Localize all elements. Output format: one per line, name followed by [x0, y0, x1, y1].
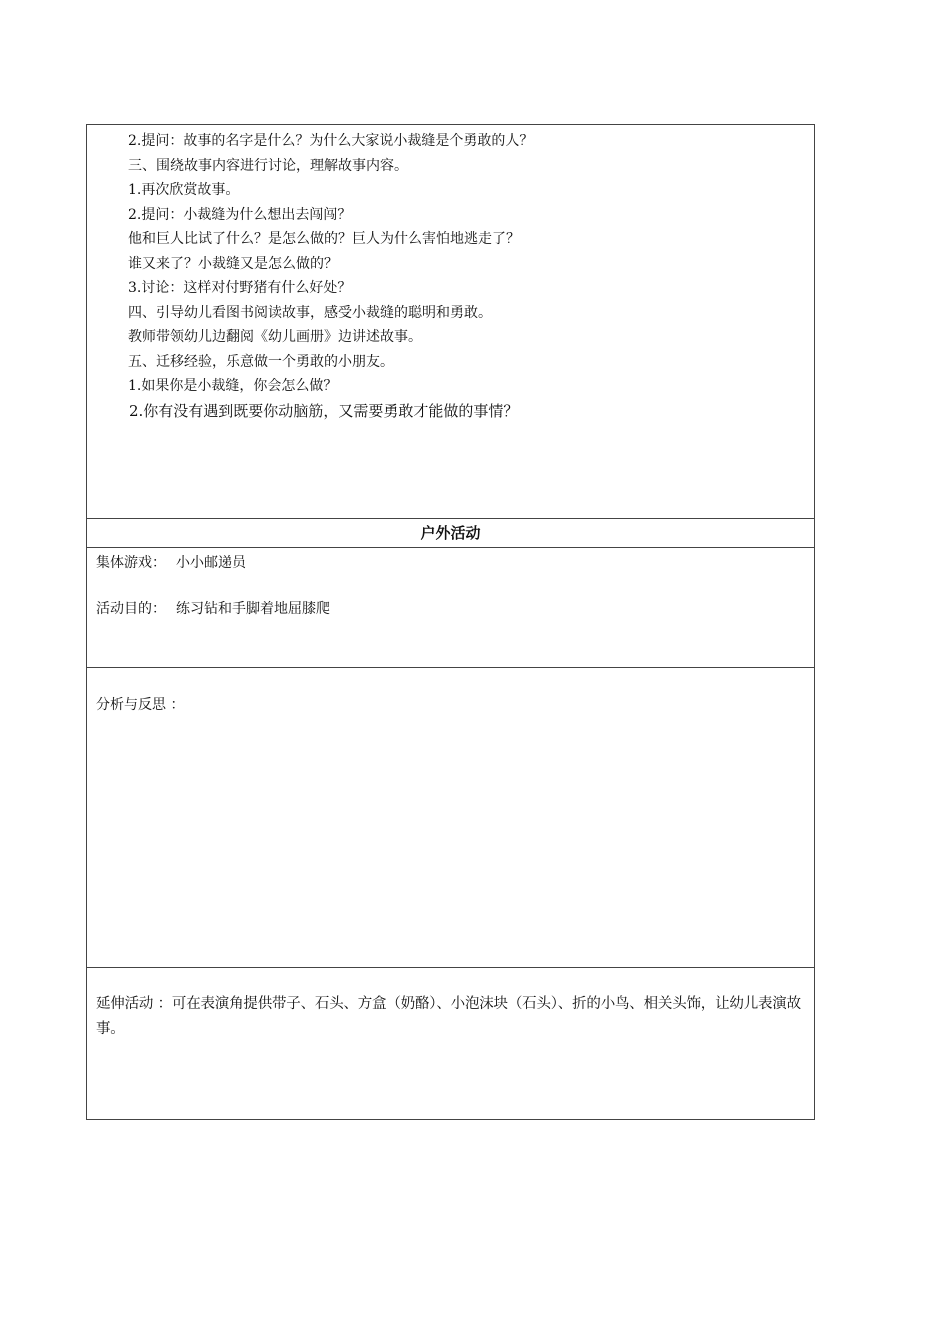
- lesson-line: 3.讨论：这样对付野猪有什么好处？: [128, 280, 352, 296]
- lesson-line: 谁又来了？小裁缝又是怎么做的？: [128, 255, 338, 272]
- game-label: 集体游戏：: [96, 555, 166, 571]
- goal-label: 活动目的：: [96, 601, 166, 617]
- lesson-process-cell: [87, 125, 814, 519]
- lesson-line: 2.提问：小裁缝为什么想出去闯闯？: [128, 206, 352, 223]
- extension-text: 延伸活动 ：可在表演角提供带子、石头、方盒（奶酪）、小泡沫块（石头）、折的小鸟、相关头饰，让幼儿表演故事。: [96, 996, 801, 1037]
- lesson-line: 2.提问：故事的名字是什么？为什么大家说小裁缝是个勇敢的人？: [128, 133, 534, 149]
- game-value: 小小邮递员: [176, 555, 246, 571]
- goal-value: 练习钻和手脚着地屈膝爬: [176, 601, 330, 617]
- outdoor-activity-cell: [87, 548, 814, 668]
- reflection-cell: [87, 668, 814, 968]
- lesson-line: 1.再次欣赏故事。: [128, 182, 240, 198]
- lesson-line: 2.你有没有遇到既要你动脑筋，又需要勇敢才能做的事情？: [129, 401, 519, 420]
- goal-row: [96, 598, 330, 618]
- lesson-line: 1.如果你是小裁缝，你会怎么做？: [128, 378, 338, 394]
- lesson-plan-table: [86, 124, 815, 1120]
- lesson-line: 教师带领幼儿边翻阅《幼儿画册》边讲述故事。: [128, 329, 422, 345]
- lesson-line: 他和巨人比试了什么？是怎么做的？巨人为什么害怕地逃走了？: [128, 231, 520, 247]
- lesson-line: 五、迁移经验，乐意做一个勇敢的小朋友。: [128, 353, 394, 370]
- reflection-label: 分析与反思 ：: [96, 697, 185, 713]
- outdoor-activity-heading: 户外活动: [87, 519, 814, 548]
- lesson-line: 四、引导幼儿看图书阅读故事，感受小裁缝的聪明和勇敢。: [128, 304, 492, 321]
- lesson-line: 三、围绕故事内容进行讨论，理解故事内容。: [128, 157, 408, 174]
- extension-cell: [87, 968, 814, 1119]
- game-row: [96, 552, 246, 572]
